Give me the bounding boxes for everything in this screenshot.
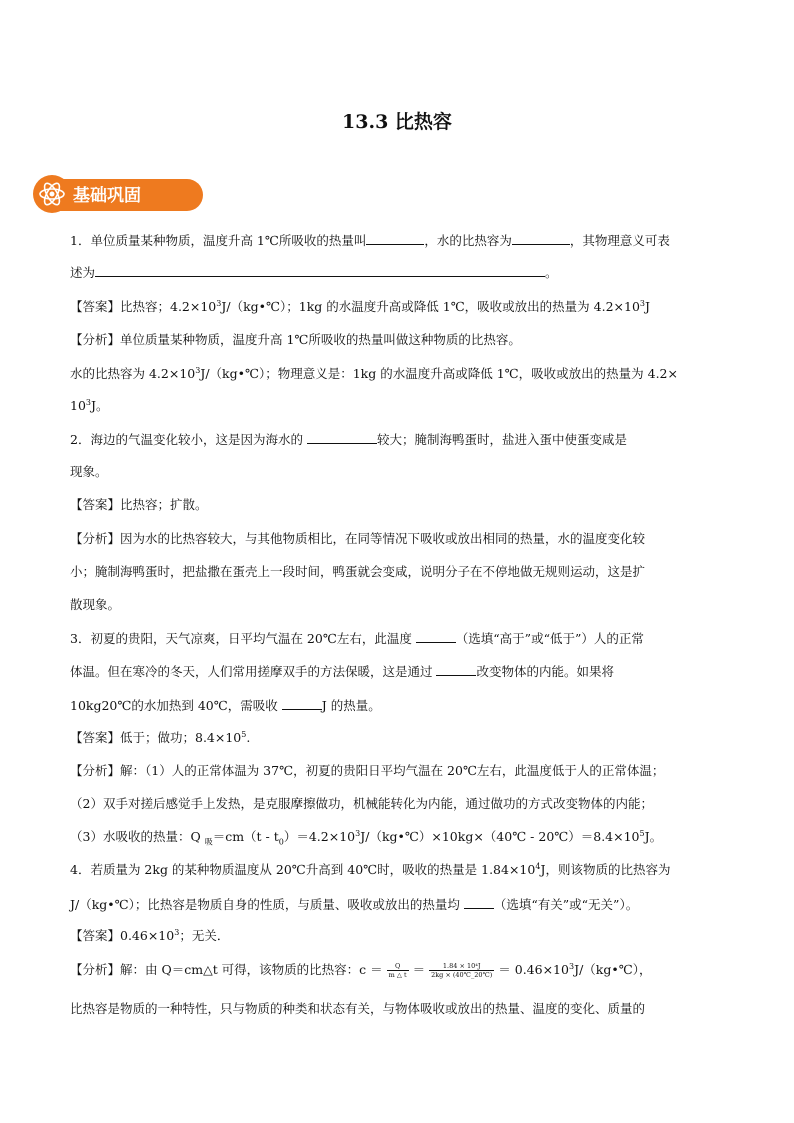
question-1-line-2: 述为 。 (70, 265, 558, 280)
section-label: 基础巩固 (73, 186, 141, 206)
question-2-line-2: 现象。 (70, 464, 108, 479)
answer-4: 【答案】$0.46\times 10^3$；无关． (70, 927, 230, 943)
fraction-q-over-mdt: $\frac{Q}{m \triangle t}$ (388, 962, 407, 979)
analysis-1-line-2: 水的比热容为 $4.2\times 10^3J/(kg•℃)$；物理意义是：1kg 的水温度升高或降低 1℃，吸收或放出的热量为 4.2× (70, 365, 678, 381)
blank[interactable] (366, 232, 424, 245)
answer-1: 【答案】比热容；$4.2\times 10^3J/(kg•℃)$；1kg 的水温度升高或降低 1℃，吸收或放出的热量为 $4.2\times 10^3J$ (70, 298, 651, 314)
analysis-2-line-3: 散现象。 (70, 597, 121, 612)
analysis-3-line-2: （2）双手对搓后感觉手上发热，是克服摩擦做功，机械能转化为内能，通过做功的方式改变物体的内能； (70, 796, 653, 811)
analysis-1-line-1: 【分析】单位质量某种物质，温度升高 1℃所吸收的热量叫做这种物质的比热容。 (70, 332, 521, 347)
analysis-3-line-3: （3）水吸收的热量：Q $_吸=cm(t - t_0)=4.2\times 10^3J/(kg•℃)\times 10kg\times(40℃$ - $20℃)=8.4\times 10^5J$。 (70, 828, 663, 847)
blank[interactable] (512, 232, 570, 245)
page-title: 13.3 比热容 (342, 111, 452, 133)
answer-2: 【答案】比热容；扩散。 (70, 497, 208, 512)
atom-icon (36, 178, 68, 210)
question-3-line-2: 体温。但在寒冷的冬天，人们常用搓摩双手的方法保暖，这是通过 改变物体的内能。如果将 (70, 664, 614, 679)
question-3-line-1: 3．初夏的贵阳，天气凉爽，日平均气温在 20℃左右，此温度 （选填“高于”或“低于”）人的正常 (70, 631, 644, 646)
analysis-2-line-2: 小；腌制海鸭蛋时，把盐撒在蛋壳上一段时间，鸭蛋就会变咸，说明分子在不停地做无规则运动，这是扩 (70, 564, 646, 579)
answer-3: 【答案】低于；做功；$8.4\times 10^5$. (70, 729, 251, 745)
analysis-4-line-2: 比热容是物质的一种特性，只与物质的种类和状态有关，与物体吸收或放出的热量、温度的变化、质量的 (70, 1001, 646, 1016)
analysis-1-line-3: $10^3J$。 (70, 397, 109, 413)
question-2-line-1: 2．海边的气温变化较小，这是因为海水的 较大；腌制海鸭蛋时，盐进入蛋中使蛋变咸是 (70, 432, 627, 447)
question-3-line-3: 10kg20℃的水加热到 40℃，需吸收 J 的热量。 (70, 698, 381, 713)
analysis-4-line-1: 【分析】解：由 Q＝cm△t 可得，该物质的比热容：c ＝ $\frac{Q}{m \triangle t}$ ＝ $\frac{\text{1.84 × 10⁴J}}{2kg \times (40℃\_20℃)}$ ＝ $0.46\times 10^3J/(kg•℃)$， (70, 961, 652, 979)
blank[interactable] (464, 896, 494, 909)
blank[interactable] (307, 431, 377, 444)
blank[interactable] (416, 630, 456, 643)
blank[interactable] (436, 663, 476, 676)
question-4-line-1: 4．若质量为 2kg 的某种物质温度从 20℃升高到 40℃时，吸收的热量是 $1.84\times 10^4J$，则该物质的比热容为 (70, 861, 671, 877)
blank[interactable] (282, 697, 322, 710)
analysis-2-line-1: 【分析】因为水的比热容较大，与其他物质相比，在同等情况下吸收或放出相同的热量，水的温度变化较 (70, 531, 646, 546)
fraction-values: $\frac{\text{1.84 × 10⁴J}}{2kg \times (40℃\_20℃)}$ (431, 962, 493, 979)
blank[interactable] (95, 264, 545, 277)
analysis-3-line-1: 【分析】解：（1）人的正常体温为 37℃，初夏的贵阳日平均气温在 20℃左右，此温度低于人的正常体温； (70, 763, 665, 778)
question-1-line-1: 1．单位质量某种物质，温度升高 1℃所吸收的热量叫 ，水的比热容为 ，其物理意义可表 (70, 233, 670, 248)
question-4-line-2: J/（kg•℃）；比热容是物质自身的性质，与质量、吸收或放出的热量均 （选填“有关”或“无关”）。 (70, 897, 639, 912)
